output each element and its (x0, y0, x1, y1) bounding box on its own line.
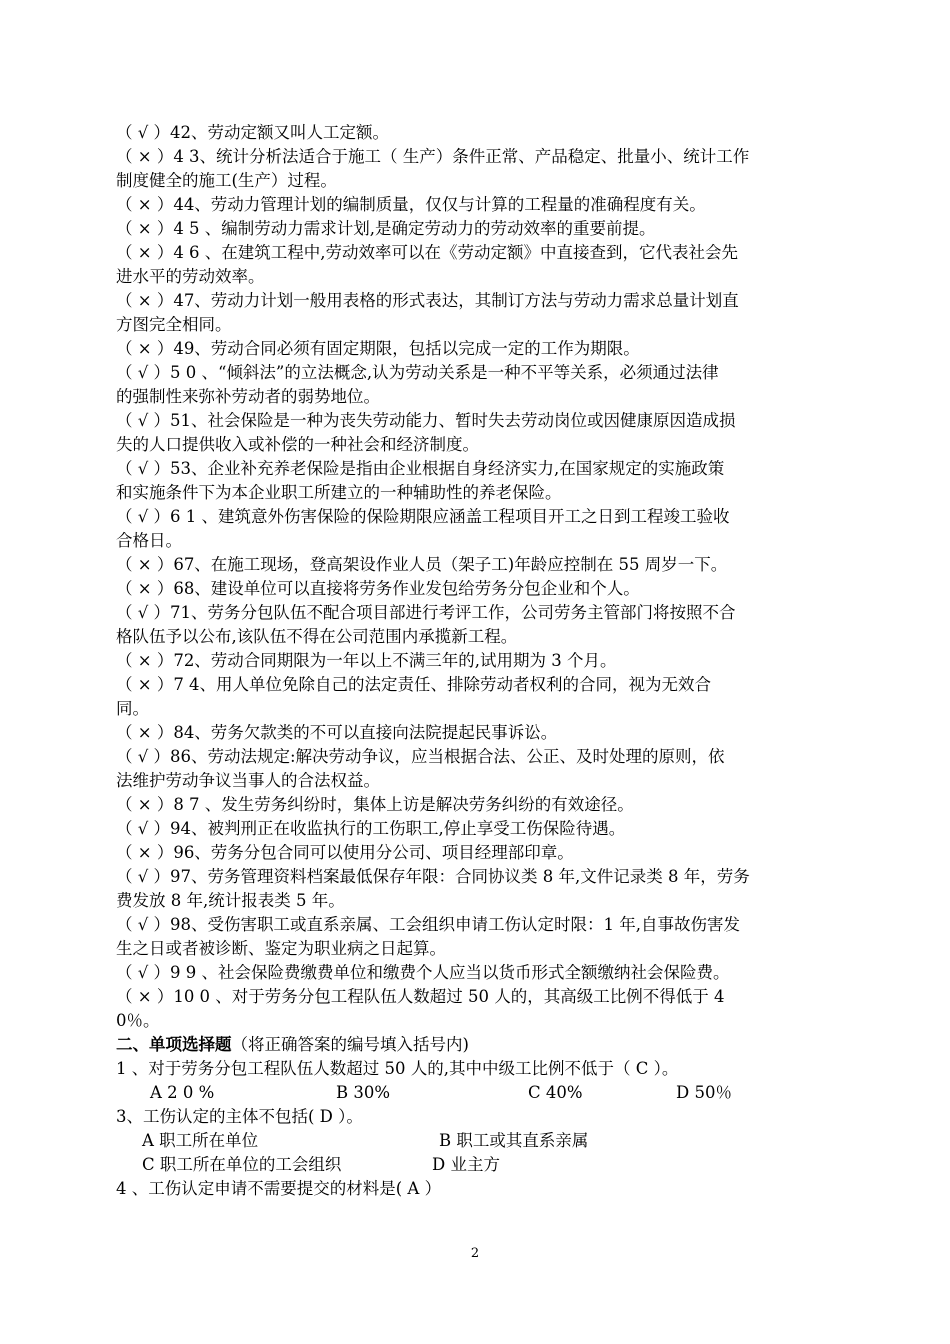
item-line: （ × ）96、劳务分包合同可以使用分公司、项目经理部印章。 (116, 843, 574, 862)
judgement-item (116, 145, 838, 193)
option-d: D 50％ (676, 1083, 732, 1102)
item-line: 制度健全的施工(生产）过程。 (116, 171, 337, 190)
page-content (116, 121, 838, 1201)
item-line: （ × ）4 5 、编制劳动力需求计划,是确定劳动力的劳动效率的重要前提。 (116, 219, 656, 238)
question-options (116, 1153, 838, 1177)
item-line: 生之日或者被诊断、鉴定为职业病之日起算。 (116, 939, 446, 958)
item-line: 进水平的劳动效率。 (116, 267, 265, 286)
judgement-item (116, 121, 838, 145)
item-line: 法维护劳动争议当事人的合法权益。 (116, 771, 380, 790)
judgement-item (116, 577, 838, 601)
item-line: 失的人口提供收入或补偿的一种社会和经济制度。 (116, 435, 479, 454)
item-line: （ × ）4 6 、在建筑工程中,劳动效率可以在《劳动定额》中直接查到，它代表社会先 (116, 243, 739, 262)
judgement-item (116, 817, 838, 841)
judgement-item (116, 865, 838, 913)
judgement-item (116, 745, 838, 793)
judgement-item (116, 409, 838, 457)
judgement-item (116, 553, 838, 577)
item-line: （ √ ）9 9 、社会保险费缴费单位和缴费个人应当以货币形式全额缴纳社会保险费。 (116, 963, 730, 982)
item-line: 0％。 (116, 1011, 160, 1030)
judgement-item (116, 457, 838, 505)
item-line: （ √ ）6 1 、建筑意外伤害保险的保险期限应涵盖工程项目开工之日到工程竣工验收 (116, 507, 730, 526)
judgement-item (116, 241, 838, 289)
option-b: B 30% (336, 1083, 391, 1102)
judgement-item (116, 601, 838, 649)
item-line: 和实施条件下为本企业职工所建立的一种辅助性的养老保险。 (116, 483, 562, 502)
item-line: （ √ ）71、劳务分包队伍不配合项目部进行考评工作，公司劳务主管部门将按照不合 (116, 603, 736, 622)
judgement-item (116, 217, 838, 241)
option-d: D 业主方 (432, 1155, 500, 1174)
judgement-item (116, 649, 838, 673)
question-text: 4 、工伤认定申请不需要提交的材料是( A ） (116, 1179, 442, 1198)
item-line: （ √ ）94、被判刑正在收监执行的工伤职工,停止享受工伤保险待遇。 (116, 819, 626, 838)
section-title: 二、单项选择题 (116, 1035, 232, 1054)
item-line: 同。 (116, 699, 149, 718)
item-line: 费发放 8 年,统计报表类 5 年。 (116, 891, 345, 910)
judgement-item (116, 673, 838, 721)
item-line: （ × ）8 7 、发生劳务纠纷时，集体上访是解决劳务纠纷的有效途径。 (116, 795, 634, 814)
option-c: C 职工所在单位的工会组织 (142, 1155, 342, 1174)
option-a: A 2 0 % (150, 1083, 215, 1102)
item-line: （ × ）44、劳动力管理计划的编制质量，仅仅与计算的工程量的准确程度有关。 (116, 195, 706, 214)
item-line: 的强制性来弥补劳动者的弱势地位。 (116, 387, 380, 406)
item-line: （ √ ）97、劳务管理资料档案最低保存年限：合同协议类 8 年,文件记录类 8 年，劳务 (116, 867, 750, 886)
section-heading (116, 1033, 838, 1057)
judgement-item (116, 337, 838, 361)
page-number: 2 (470, 1246, 480, 1261)
item-line: （ × ）49、劳动合同必须有固定期限，包括以完成一定的工作为期限。 (116, 339, 640, 358)
judgement-item (116, 793, 838, 817)
judgement-item (116, 961, 838, 985)
item-line: （ × ）84、劳务欠款类的不可以直接向法院提起民事诉讼。 (116, 723, 558, 742)
item-line: （ √ ）5 0 、“倾斜法”的立法概念,认为劳动关系是一种不平等关系，必须通过法律 (116, 363, 719, 382)
item-line: （ × ）7 4、用人单位免除自己的法定责任、排除劳动者权利的合同，视为无效合 (116, 675, 712, 694)
item-line: （ × ）10 0 、对于劳务分包工程队伍人数超过 50 人的，其高级工比例不得低于 4 (116, 987, 725, 1006)
question-text: 1 、对于劳务分包工程队伍人数超过 50 人的,其中中级工比例不低于（ C ）。 (116, 1059, 679, 1078)
item-line: 格队伍予以公布,该队伍不得在公司范围内承揽新工程。 (116, 627, 518, 646)
judgement-item (116, 841, 838, 865)
judgement-item (116, 289, 838, 337)
question-options (116, 1081, 838, 1105)
item-line: （ √ ）51、社会保险是一种为丧失劳动能力、暂时失去劳动岗位或因健康原因造成损 (116, 411, 736, 430)
judgement-item (116, 913, 838, 961)
item-line: （ × ）72、劳动合同期限为一年以上不满三年的,试用期为 3 个月。 (116, 651, 617, 670)
judgement-item (116, 985, 838, 1033)
item-line: 方图完全相同。 (116, 315, 232, 334)
item-line: （ × ）47、劳动力计划一般用表格的形式表达，其制订方法与劳动力需求总量计划直 (116, 291, 739, 310)
judgement-item (116, 361, 838, 409)
judgement-item (116, 505, 838, 553)
option-c: C 40% (528, 1083, 583, 1102)
option-b: B 职工或其直系亲属 (439, 1131, 589, 1150)
item-line: （ × ）4 3、统计分析法适合于施工（ 生产）条件正常、产品稳定、批量小、统计工作 (116, 147, 750, 166)
item-line: （ √ ）86、劳动法规定:解决劳动争议，应当根据合法、公正、及时处理的原则，依 (116, 747, 725, 766)
judgement-item (116, 721, 838, 745)
item-line: 合格日。 (116, 531, 182, 550)
item-line: （ √ ）42、劳动定额又叫人工定额。 (116, 123, 389, 142)
item-line: （ √ ）53、企业补充养老保险是指由企业根据自身经济实力,在国家规定的实施政策 (116, 459, 725, 478)
option-a: A 职工所在单位 (142, 1131, 259, 1150)
question-text: 3、工伤认定的主体不包括( D ）。 (116, 1107, 363, 1126)
section-note: （将正确答案的编号填入括号内) (231, 1035, 469, 1054)
item-line: （ × ）68、建设单位可以直接将劳务作业发包给劳务分包企业和个人。 (116, 579, 640, 598)
question-options (116, 1129, 838, 1153)
item-line: （ × ）67、在施工现场，登高架设作业人员（架子工)年龄应控制在 55 周岁一下。 (116, 555, 728, 574)
judgement-item (116, 193, 838, 217)
true-false-list (116, 121, 838, 1033)
item-line: （ √ ）98、受伤害职工或直系亲属、工会组织申请工伤认定时限：1 年,自事故伤害发 (116, 915, 740, 934)
